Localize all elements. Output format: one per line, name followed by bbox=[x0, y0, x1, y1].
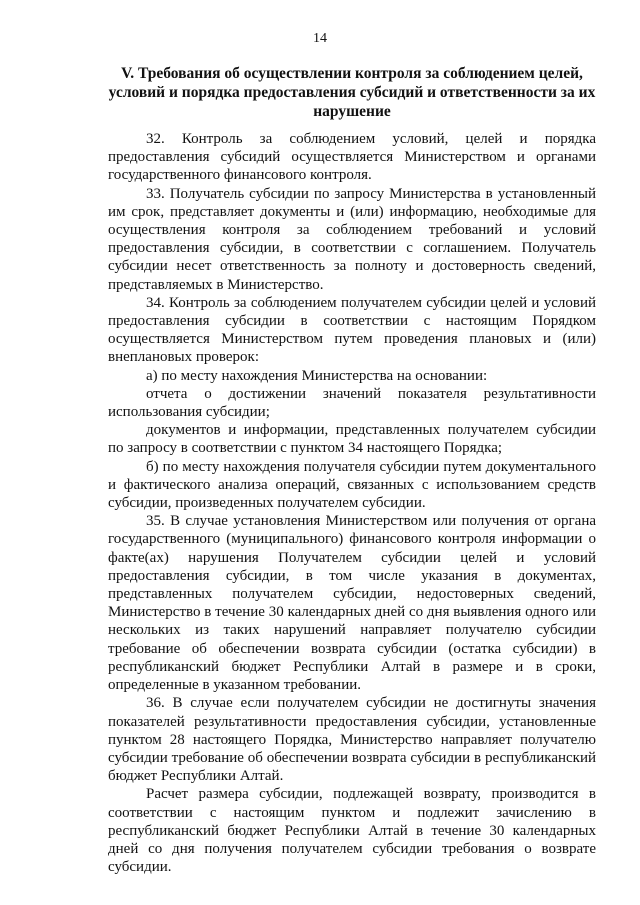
paragraph-34-b: б) по месту нахождения получателя субсидии путем документального и фактического анализа операций, связанных с использованием средств субсидии, произведенных получателем субсидии. bbox=[108, 458, 596, 512]
section-heading-line: нарушение bbox=[313, 103, 391, 120]
paragraph-34-a: а) по месту нахождения Министерства на основании: bbox=[146, 367, 488, 384]
paragraph-36: 36. В случае если получателем субсидии не достигнуты значения показателей результативности предоставления субсидии, установленные пунктом 28 настоящего Порядка, Министерство направляет получателю субсидии требование об обеспечении возврата субсидии в республиканский бюджет Республики Алтай. bbox=[108, 695, 596, 785]
paragraph-34: 34. Контроль за соблюдением получателем субсидии целей и условий предоставления субсидии в соответствии с настоящим Порядком осуществляется Министерством путем проведения плановых и (или) внеплановых проверок: bbox=[108, 294, 596, 366]
paragraph-34-a-report: отчета о достижении значений показателя результативности использования субсидии; bbox=[108, 385, 596, 421]
document-body bbox=[108, 130, 596, 876]
section-heading-line: условий и порядка предоставления субсидий и ответственности за их bbox=[108, 84, 596, 101]
paragraph-36-calculation: Расчет размера субсидии, подлежащей возврату, производится в соответствии с настоящим пунктом и подлежит зачислению в республиканский бюджет Республики Алтай в течение 30 календарных дней со дня получения получателем субсидии требования о возврате субсидии. bbox=[108, 786, 596, 876]
paragraph-33: 33. Получатель субсидии по запросу Министерства в установленный им срок, представляет документы и (или) информацию, необходимые для осуществления контроля за соблюдением требований и условий предоставления субсидии, в соответствии с соглашением. Получатель субсидии несет ответственность за полноту и достоверность сведений, представляемых в Министерство. bbox=[108, 185, 596, 293]
page-number: 14 bbox=[313, 31, 327, 46]
section-heading-line: V. Требования об осуществлении контроля за соблюдением целей, bbox=[121, 65, 583, 82]
section-heading bbox=[108, 64, 596, 121]
paragraph-35: 35. В случае установления Министерством или получения от органа государственного (муниципального) финансового контроля информации о факте(ах) нарушения Получателем субсидии целей и условий предоставления субсидии, в том числе указания в документах, представленных получателем субсидии, недостоверных сведений, Министерство в течение 30 календарных дней со дня выявления одного или нескольких из таких нарушений направляет получателю субсидии требование об обеспечении возврата субсидии (остатка субсидии) в республиканский бюджет Республики Алтай в размере и в сроки, определенные в указанном требовании. bbox=[108, 513, 596, 694]
paragraph-32: 32. Контроль за соблюдением условий, целей и порядка предоставления субсидий осуществляется Министерством и органами государственного финансового контроля. bbox=[108, 131, 596, 184]
paragraph-34-a-documents: документов и информации, представленных получателем субсидии по запросу в соответствии с пунктом 34 настоящего Порядка; bbox=[108, 422, 596, 457]
